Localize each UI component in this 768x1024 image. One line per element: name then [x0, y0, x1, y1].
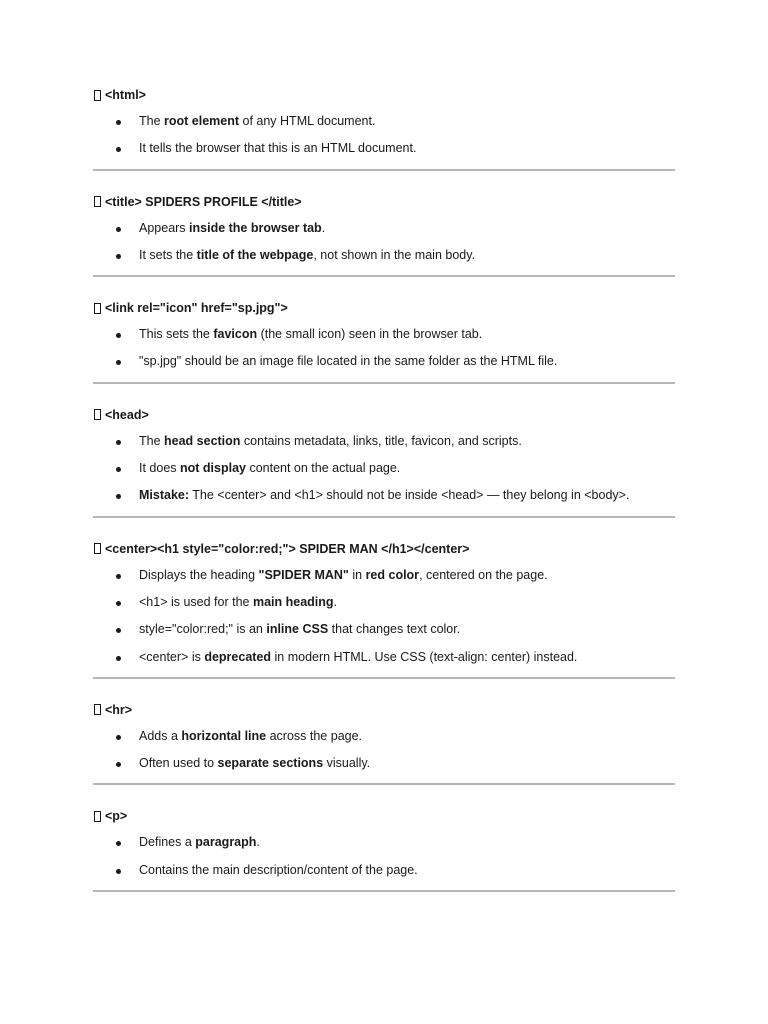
bold-text: title of the webpage	[196, 247, 314, 262]
bold-text: separate sections	[217, 756, 324, 771]
bold-text: "SPIDER MAN"	[258, 567, 349, 582]
bullet-list	[93, 562, 675, 671]
text-run: of any HTML document.	[239, 114, 376, 128]
bullet-item	[93, 428, 675, 455]
section-heading-text: <p>	[105, 809, 128, 824]
missing-glyph-icon	[94, 90, 101, 101]
text-run: Often used to	[139, 756, 218, 771]
section-heading	[93, 536, 675, 562]
text-run: The	[139, 114, 165, 128]
missing-glyph-icon	[94, 303, 101, 314]
bullet-item	[93, 215, 675, 242]
bold-text: main heading	[252, 594, 334, 609]
text-run: that changes text color.	[328, 622, 461, 637]
text-run: It does	[139, 461, 180, 476]
section-heading	[93, 402, 675, 428]
bullet-item	[93, 589, 675, 616]
section-heading-text: <title> SPIDERS PROFILE </title>	[105, 194, 302, 209]
horizontal-rule	[93, 169, 675, 171]
bullet-item	[93, 750, 675, 777]
section-heading	[93, 82, 675, 108]
bullet-item	[93, 616, 675, 643]
bullet-item	[93, 482, 675, 509]
bold-text: root element	[164, 114, 240, 128]
text-run: Adds a	[139, 728, 182, 743]
text-run: This sets the	[139, 327, 214, 342]
section	[93, 295, 675, 384]
bullet-list	[93, 829, 675, 884]
text-run: in modern HTML. Use CSS (text-align: center) instead.	[271, 649, 578, 664]
section	[93, 402, 675, 518]
text-run: .	[333, 594, 338, 609]
section	[93, 189, 675, 278]
bullet-list	[93, 428, 675, 510]
text-run: It sets the	[139, 247, 197, 262]
horizontal-rule	[93, 677, 675, 679]
bold-text: inside the browser tab	[189, 220, 322, 235]
bullet-item	[93, 455, 675, 482]
bold-text: deprecated	[204, 649, 272, 664]
missing-glyph-icon	[94, 811, 101, 822]
section-heading	[93, 803, 675, 829]
text-run: Contains the main description/content of the page.	[139, 862, 418, 877]
section-heading-text: <link rel="icon" href="sp.jpg">	[105, 301, 288, 316]
bullet-item	[93, 321, 675, 348]
horizontal-rule	[93, 890, 675, 892]
text-run: (the small icon) seen in the browser tab.	[257, 327, 483, 342]
text-run: Defines a	[139, 835, 196, 850]
bullet-item	[93, 135, 675, 162]
bullet-list	[93, 215, 675, 270]
text-run: in	[348, 567, 366, 582]
horizontal-rule	[93, 516, 675, 518]
section-heading-text: <hr>	[105, 702, 133, 717]
text-run: The <center> and <h1> should not be inside <head> — they belong in <body>.	[189, 488, 630, 503]
missing-glyph-icon	[94, 409, 101, 420]
bullet-item	[93, 348, 675, 375]
bold-text: red color	[365, 567, 420, 582]
text-run: It tells the browser that this is an HTML document.	[139, 141, 417, 156]
text-run: <h1> is used for the	[139, 594, 253, 609]
text-run: , centered on the page.	[419, 567, 548, 582]
text-run: "sp.jpg" should be an image file located in the same folder as the HTML file.	[139, 354, 558, 369]
bullet-item	[93, 562, 675, 589]
section-heading	[93, 189, 675, 215]
document-body	[93, 82, 675, 910]
bold-text: not display	[180, 461, 246, 476]
text-run: , not shown in the main body.	[313, 247, 476, 262]
section	[93, 697, 675, 786]
section-heading-text: <center><h1 style="color:red;"> SPIDER MAN </h1></center>	[105, 541, 470, 556]
bold-text: favicon	[213, 327, 258, 342]
text-run: across the page.	[266, 728, 363, 743]
section	[93, 82, 675, 171]
text-run: .	[256, 835, 260, 850]
text-run: The	[139, 433, 165, 448]
bullet-item	[93, 242, 675, 269]
text-run: .	[321, 220, 326, 235]
missing-glyph-icon	[94, 704, 101, 715]
section-heading	[93, 697, 675, 723]
bullet-list	[93, 321, 675, 376]
section-heading-text: <head>	[105, 407, 149, 422]
bullet-list	[93, 723, 675, 778]
section	[93, 536, 675, 679]
bold-text: head section	[164, 433, 241, 448]
bold-text: paragraph	[195, 835, 257, 850]
bullet-item	[93, 108, 675, 135]
bullet-item	[93, 644, 675, 671]
missing-glyph-icon	[94, 543, 101, 554]
missing-glyph-icon	[94, 196, 101, 207]
text-run: contains metadata, links, title, favicon, and scripts.	[240, 433, 522, 448]
bullet-item	[93, 723, 675, 750]
bullet-list	[93, 108, 675, 163]
text-run: Appears	[139, 220, 190, 235]
horizontal-rule	[93, 275, 675, 277]
text-run: content on the actual page.	[245, 461, 401, 476]
section	[93, 803, 675, 892]
section-heading	[93, 295, 675, 321]
horizontal-rule	[93, 783, 675, 785]
bold-text: Mistake:	[139, 488, 190, 503]
text-run: style="color:red;" is an	[139, 622, 267, 637]
horizontal-rule	[93, 382, 675, 384]
section-heading-text: <html>	[105, 88, 146, 102]
bullet-item	[93, 857, 675, 884]
bold-text: inline CSS	[266, 622, 329, 637]
bullet-item	[93, 829, 675, 856]
text-run: <center> is	[139, 649, 205, 664]
text-run: visually.	[323, 756, 371, 771]
bold-text: horizontal line	[181, 728, 267, 743]
text-run: Displays the heading	[139, 567, 259, 582]
